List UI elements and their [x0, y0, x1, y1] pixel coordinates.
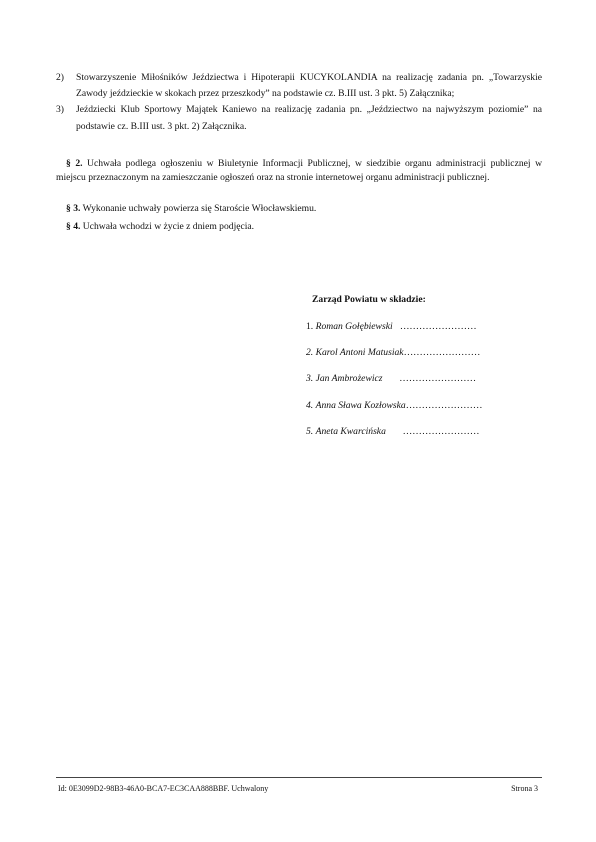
- footer-page-number: Strona 3: [511, 784, 538, 793]
- list-item-number: 2): [56, 72, 64, 83]
- section-paragraph-2: [56, 157, 542, 185]
- section-number: § 2.: [66, 158, 83, 169]
- member-number: 2.: [306, 347, 314, 359]
- signature-dots: ……………………: [382, 373, 477, 385]
- section-text: Uchwała wchodzi w życie z dniem podjęcia.: [82, 221, 255, 232]
- member-name: Anna Sława Kozłowska: [315, 399, 406, 411]
- board-signatures: [306, 294, 566, 452]
- signature-dots: ……………………: [405, 399, 483, 411]
- board-member: [306, 400, 566, 426]
- board-member: [306, 321, 566, 347]
- footer-divider: [56, 777, 542, 778]
- section-paragraph-3: [56, 202, 542, 216]
- list-item-text: Jeździecki Klub Sportowy Majątek Kaniewo na realizację zadania pn. „Jeździectwo na najwyższym poziomie” na podstawie cz. B.III ust. 3 pkt. 2) Załącznika.: [76, 104, 542, 132]
- member-number: 3.: [306, 373, 314, 385]
- member-name: Karol Antoni Matusiak: [315, 347, 404, 359]
- signature-dots: ……………………: [392, 321, 477, 332]
- member-name: Jan Ambrożewicz: [315, 373, 383, 385]
- list-item: [56, 70, 542, 102]
- footer-document-id: Id: 0E3099D2-98B3-46A0-BCA7-EC3CAA888BBF. Uchwalony: [58, 784, 269, 793]
- list-item: [56, 102, 542, 134]
- signature-dots: ……………………: [385, 425, 480, 437]
- member-name: Aneta Kwarcińska: [315, 425, 386, 437]
- section-paragraph-4: [56, 220, 542, 234]
- signature-dots: ……………………: [403, 347, 481, 359]
- section-number: § 3.: [66, 203, 81, 214]
- enumerated-list: [56, 70, 542, 135]
- board-member: [306, 426, 566, 452]
- section-number: § 4.: [66, 221, 81, 232]
- board-title: Zarząd Powiatu w składzie:: [312, 294, 426, 305]
- list-item-number: 3): [56, 104, 64, 116]
- section-text: Uchwała podlega ogłoszeniu w Biuletynie Informacji Publicznej, w siedzibie organu administracji publicznej w miejscu przeznaczonym na zamieszczanie ogłoszeń oraz na stronie internetowej organu administracji publicznej.: [56, 158, 542, 183]
- member-number: 1.: [306, 321, 314, 332]
- board-member: [306, 373, 566, 399]
- board-member: [306, 347, 566, 373]
- member-name: Roman Gołębiewski: [315, 321, 393, 332]
- member-number: 5.: [306, 425, 314, 437]
- member-number: 4.: [306, 399, 314, 411]
- list-item-text: Stowarzyszenie Miłośników Jeździectwa i Hipoterapii KUCYKOLANDIA na realizację zadania pn. „Towarzyskie Zawody jeździeckie w skokach przez przeszkody” na podstawie cz. B.III ust. 3 pkt. 5) Załącznika;: [76, 72, 542, 100]
- section-text: Wykonanie uchwały powierza się Staroście Włocławskiemu.: [82, 203, 317, 214]
